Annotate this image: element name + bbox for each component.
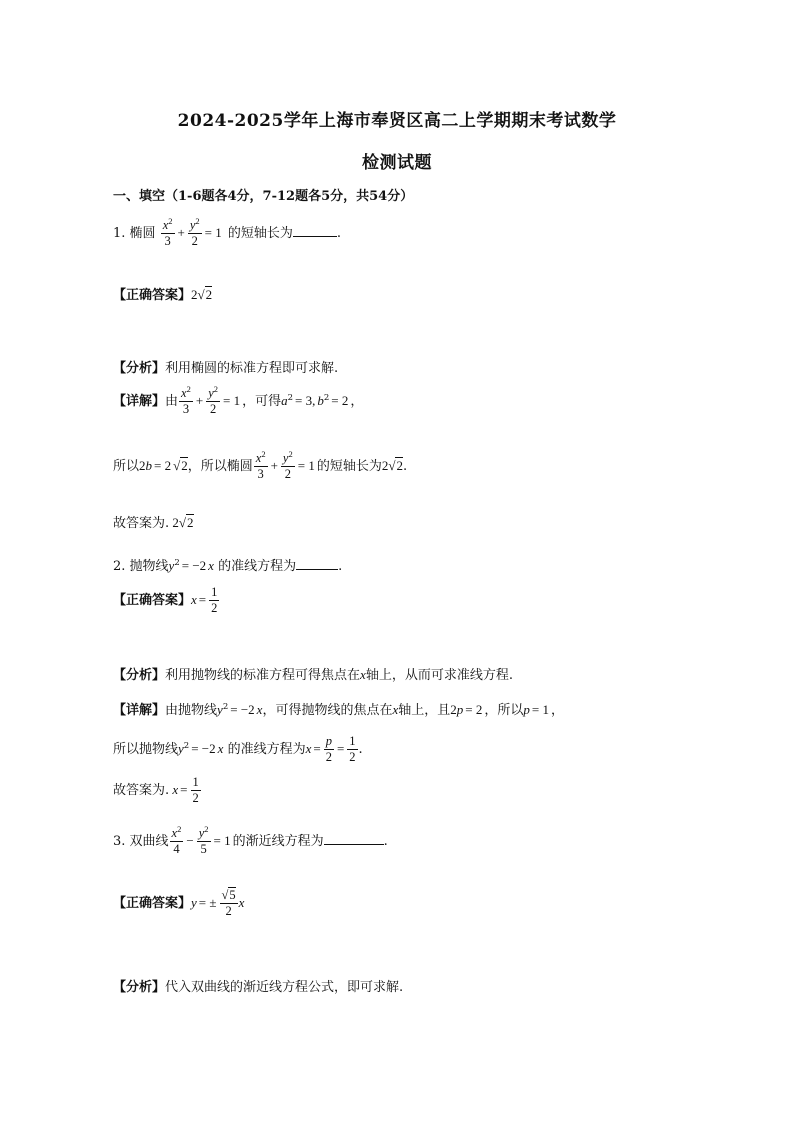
- answer-label: 【正确答案】: [113, 593, 192, 608]
- detail-1-so: 所以2b = 2 √2，所以椭圆 $\frac{x^2}{3}$ + $\frac{y^2}{2}$ = 1 的短轴长为2√2.: [113, 449, 408, 481]
- answer-blank: [324, 833, 384, 845]
- section-heading: 一、填空（1-6题各4分，7-12题各5分，共54分）: [113, 189, 414, 204]
- question-1-number: 1. 椭圆: [113, 226, 156, 241]
- answer-blank: [296, 558, 338, 570]
- question-2: 2. 抛物线$y^2 = -2$ x 的准线方程为 .: [113, 558, 343, 574]
- question-3: 3. 双曲线 $\frac{x^2}{4}$ − $\frac{y^2}{5}$ = 1 的渐近线方程为 .: [113, 824, 388, 856]
- analysis-label: 【分析】: [113, 980, 166, 995]
- detail-1: 【详解】由 $\frac{x^2}{3}$ + $\frac{y^2}{2}$ = 1 ，可得$a^2 = 3$, $b^2 = 2$ ，: [113, 384, 364, 416]
- answer-1: 【正确答案】2√2: [113, 287, 213, 303]
- detail-2: 【详解】由抛物线$y^2 = -2$ x，可得抛物线的焦点在x轴上，且2p = 2 ，所以p = 1 ，: [113, 702, 564, 718]
- analysis-label: 【分析】: [113, 361, 166, 376]
- question-2-number: 2. 抛物线: [113, 559, 169, 574]
- analysis-label: 【分析】: [113, 668, 166, 683]
- sqrt: √2: [197, 287, 213, 302]
- question-3-number: 3. 双曲线: [113, 834, 169, 849]
- fraction: $\frac{x^2}{3}$: [162, 216, 173, 248]
- analysis-3: 【分析】代入双曲线的渐近线方程公式，即可求解.: [113, 980, 404, 995]
- answer-label: 【正确答案】: [113, 896, 192, 911]
- detail-2-so: 所以抛物线$y^2 = -2$ x 的准线方程为x = $\frac{p}{2}$ = $\frac{1}{2}$ .: [113, 734, 363, 764]
- answer-2: 【正确答案】x = $\frac{1}{2}$: [113, 585, 218, 615]
- page-title: 2024-2025学年上海市奉贤区高二上学期期末考试数学: [177, 111, 617, 131]
- page-subtitle: 检测试题: [362, 153, 432, 173]
- answer-3: 【正确答案】y = ± $\frac{√5}{2}$ x: [113, 888, 245, 918]
- question-1-suffix: 的短轴长为: [227, 226, 293, 241]
- final-answer-2: 故答案为. x = $\frac{1}{2}$: [113, 775, 199, 805]
- detail-label: 【详解】: [113, 394, 166, 409]
- analysis-2: 【分析】利用抛物线的标准方程可得焦点在x轴上，从而可求准线方程.: [113, 667, 513, 683]
- answer-blank: [293, 225, 337, 237]
- question-1: 1. 椭圆 $\frac{x^2}{3}$ + $\frac{y^2}{2}$ = 1 的短轴长为 .: [113, 216, 342, 248]
- detail-label: 【详解】: [113, 703, 166, 718]
- final-answer-1: 故答案为. 2√2: [113, 515, 194, 531]
- answer-label: 【正确答案】: [113, 288, 192, 303]
- analysis-text: 利用椭圆的标准方程即可求解.: [165, 361, 339, 376]
- fraction: $\frac{y^2}{2}$: [189, 216, 200, 248]
- analysis-1: [113, 357, 338, 376]
